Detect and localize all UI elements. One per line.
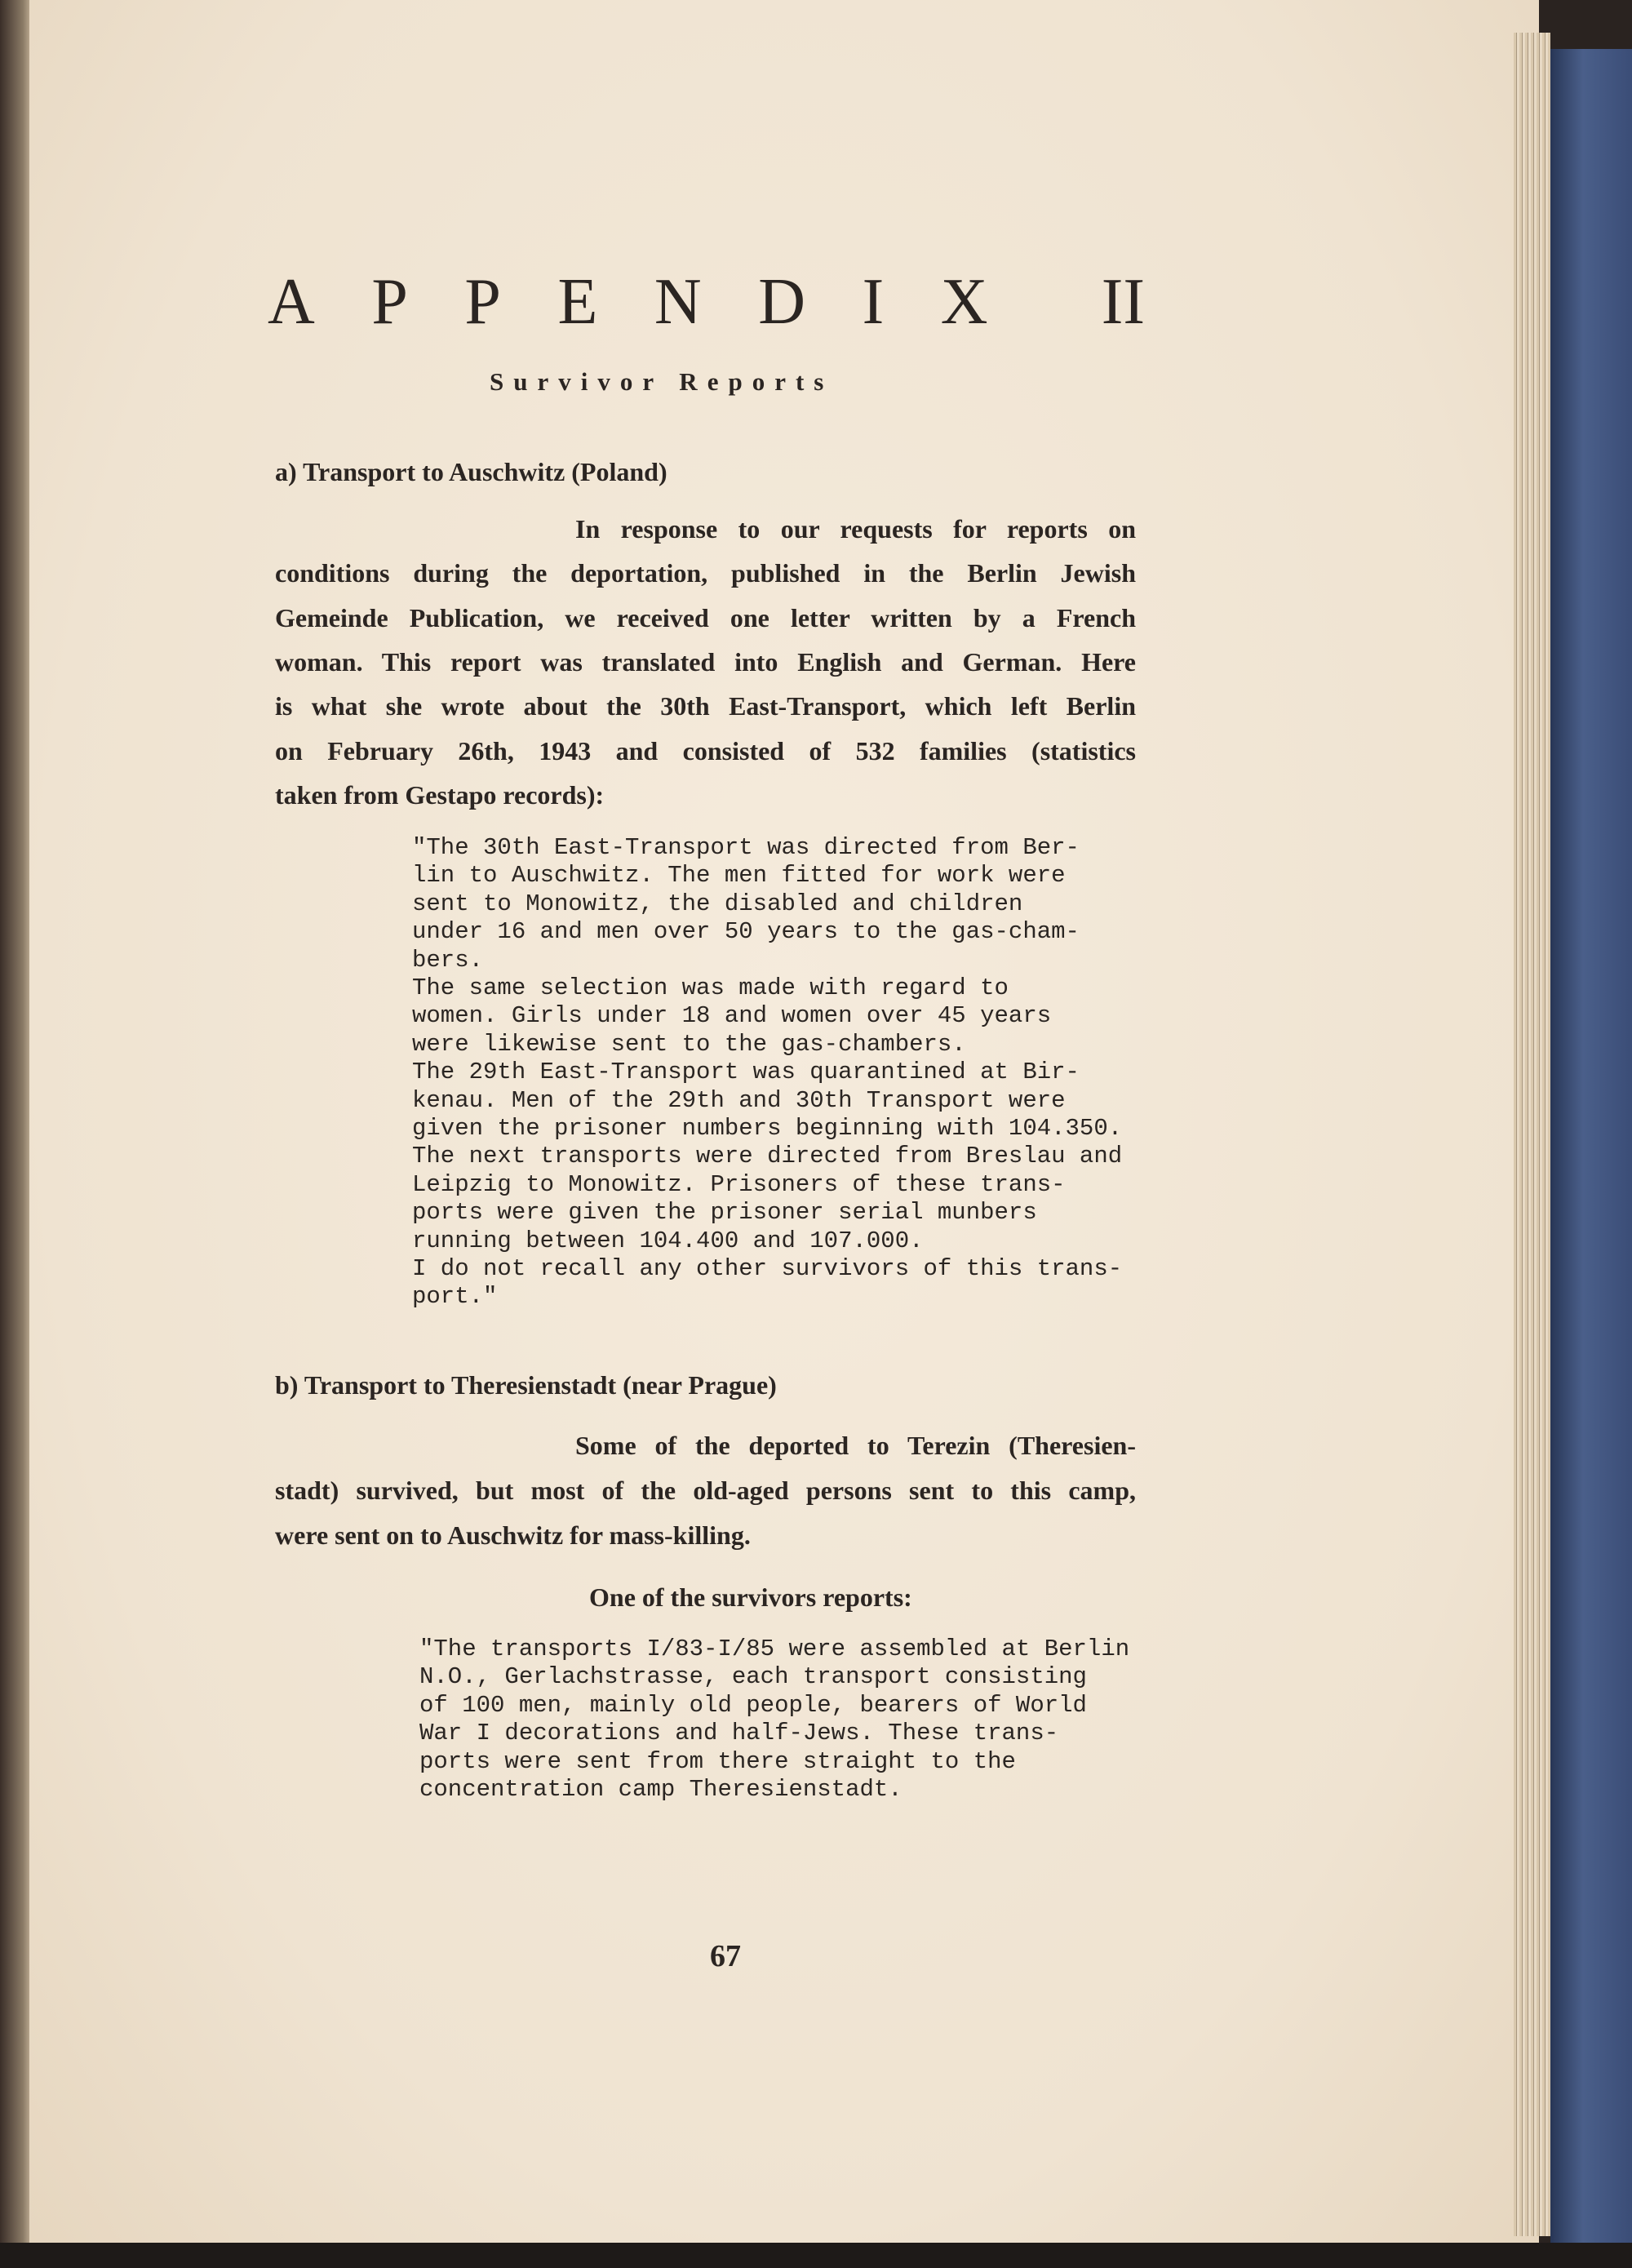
title-letter: II bbox=[1101, 266, 1145, 338]
paragraph-line: on February 26th, 1943 and consisted of 532 families (statistics bbox=[275, 735, 1136, 766]
quote-line: given the prisoner numbers beginning with 104.350. bbox=[412, 1115, 1123, 1142]
quote-line: sent to Monowitz, the disabled and children bbox=[412, 890, 1023, 917]
quote-line: Leipzig to Monowitz. Prisoners of these trans- bbox=[412, 1170, 1066, 1198]
quote-line: under 16 and men over 50 years to the gas-cham- bbox=[412, 918, 1080, 946]
quote-line: kenau. Men of the 29th and 30th Transport were bbox=[412, 1086, 1066, 1114]
left-page-edge bbox=[0, 0, 33, 2268]
quote-line: ports were given the prisoner serial munbers bbox=[412, 1199, 1037, 1227]
appendix-title bbox=[268, 265, 1145, 340]
paragraph-line: were sent on to Auschwitz for mass-killing. bbox=[275, 1520, 751, 1550]
paragraph-line: In response to our requests for reports on bbox=[575, 514, 1136, 544]
quote-line: bers. bbox=[412, 946, 484, 974]
quote-line: "The 30th East-Transport was directed from Ber- bbox=[412, 834, 1080, 861]
paragraph-line: is what she wrote about the 30th East-Transport, which left Berlin bbox=[275, 691, 1136, 721]
quote-line: I do not recall any other survivors of this trans- bbox=[412, 1255, 1123, 1282]
quote-line: women. Girls under 18 and women over 45 years bbox=[412, 1002, 1052, 1030]
book-cover bbox=[1550, 49, 1632, 2252]
page-edges bbox=[1514, 33, 1550, 2236]
title-letter: D bbox=[758, 266, 806, 338]
subtitle: Survivor Reports bbox=[490, 367, 834, 396]
page-number: 67 bbox=[710, 1939, 741, 1973]
paragraph-line: Some of the deported to Terezin (Theresien- bbox=[575, 1431, 1136, 1460]
quote-line: "The transports I/83-I/85 were assembled at Berlin bbox=[419, 1636, 1130, 1662]
quote-line: The next transports were directed from Breslau and bbox=[412, 1143, 1123, 1170]
quote-line: N.O., Gerlachstrasse, each transport consisting bbox=[419, 1663, 1087, 1691]
paragraph-line: woman. This report was translated into English and German. Here bbox=[275, 646, 1136, 677]
title-letter: P bbox=[464, 266, 501, 338]
quote-line: lin to Auschwitz. The men fitted for work were bbox=[412, 862, 1066, 890]
section-b-heading: b) Transport to Theresienstadt (near Prague) bbox=[275, 1370, 777, 1400]
quote-line: The same selection was made with regard to bbox=[412, 974, 1009, 1001]
quote-line: ports were sent from there straight to the bbox=[419, 1747, 1016, 1775]
survivor-intro: One of the survivors reports: bbox=[589, 1582, 912, 1612]
background-bottom bbox=[0, 2243, 1632, 2268]
paragraph-line: Gemeinde Publication, we received one letter written by a French bbox=[275, 602, 1136, 632]
quote-line: running between 104.400 and 107.000. bbox=[412, 1227, 924, 1254]
title-letter: E bbox=[557, 266, 598, 338]
title-letter: I bbox=[862, 266, 885, 338]
quote-line: port." bbox=[412, 1283, 498, 1311]
paragraph-line: stadt) survived, but most of the old-aged persons sent to this camp, bbox=[275, 1476, 1136, 1505]
quote-line: concentration camp Theresienstadt. bbox=[419, 1776, 902, 1803]
quote-line: of 100 men, mainly old people, bearers of World bbox=[419, 1691, 1087, 1719]
quote-line: were likewise sent to the gas-chambers. bbox=[412, 1030, 966, 1058]
title-letter: A bbox=[268, 266, 315, 338]
title-letter: N bbox=[654, 266, 702, 338]
quote-line: The 29th East-Transport was quarantined at Bir- bbox=[412, 1059, 1080, 1086]
paragraph-line: taken from Gestapo records): bbox=[275, 779, 605, 810]
section-a-heading: a) Transport to Auschwitz (Poland) bbox=[275, 457, 667, 486]
quote-line: War I decorations and half-Jews. These trans- bbox=[419, 1720, 1059, 1747]
title-letter: X bbox=[940, 266, 988, 338]
title-letter: P bbox=[371, 266, 408, 338]
paragraph-line: conditions during the deportation, published in the Berlin Jewish bbox=[275, 558, 1136, 588]
